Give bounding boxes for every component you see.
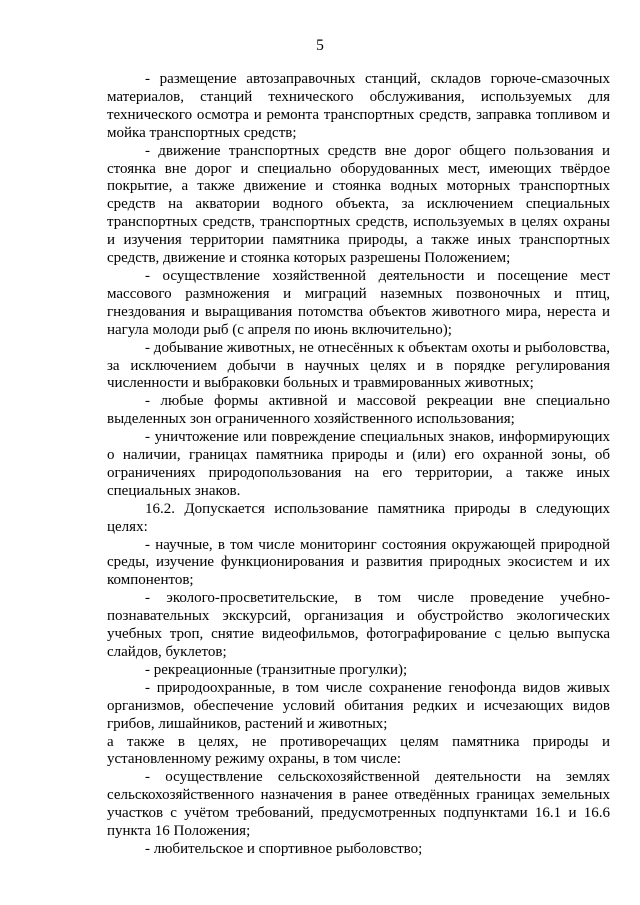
paragraph: - добывание животных, не отнесённых к объектам охоты и рыболовства, за исключением добычи в научных целях и в порядке регулирования численности и выбраковки больных и травмированных животных; <box>107 339 610 392</box>
paragraph: - эколого-просветительские, в том числе проведение учебно-познавательных экскурсий, организация и обустройство экологических учебных троп, снятие видеофильмов, фотографирование с целью выпуска слайдов, буклетов; <box>107 590 610 660</box>
paragraph: а также в целях, не противоречащих целям памятника природы и установленному режиму охраны, в том числе: <box>107 733 610 768</box>
paragraph: - любые формы активной и массовой рекреации вне специально выделенных зон ограниченного хозяйственного использования; <box>107 393 610 428</box>
paragraph: - научные, в том числе мониторинг состояния окружающей природной среды, изучение функционирования и развития природных экосистем и их компонентов; <box>107 536 610 589</box>
paragraph: - движение транспортных средств вне дорог общего пользования и стоянка вне дорог и специально оборудованных мест, имеющих твёрдое покрытие, а также движение и стоянка водных моторных транспортных средств на акватории водного объекта, за исключением специальных транспортных средств, транспортных средств, используемых в целях охраны и изучения территории памятника природы, а также иных транспортных средств, движение и стоянка которых разрешены Положением; <box>107 142 610 267</box>
paragraph: - осуществление сельскохозяйственной деятельности на землях сельскохозяйственного назначения в ранее отведённых границах земельных участков с учётом требований, предусмотренных подпунктами 16.1 и 16.6 пункта 16 Положения; <box>107 769 610 840</box>
paragraph: - осуществление хозяйственной деятельности и посещение мест массового размножения и миграций наземных позвоночных и птиц, гнездования и выращивания потомства объектов животного мира, нереста и нагула молоди рыб (с апреля по июнь включительно); <box>107 267 610 338</box>
paragraph: 16.2. Допускается использование памятника природы в следующих целях: <box>107 500 610 535</box>
page-number: 5 <box>316 37 324 54</box>
paragraph: - уничтожение или повреждение специальных знаков, информирующих о наличии, границах памятника природы и (или) его охранной зоны, об ограничениях природопользования на его территории, а также иных специальных знаков. <box>107 429 610 499</box>
paragraph: - природоохранные, в том числе сохранение генофонда видов живых организмов, обеспечение условий обитания редких и исчезающих видов грибов, лишайников, растений и животных; <box>107 679 610 732</box>
paragraph: - рекреационные (транзитные прогулки); <box>145 661 408 678</box>
paragraph: - любительское и спортивное рыболовство; <box>145 840 423 857</box>
document-body <box>107 71 610 859</box>
paragraph: - размещение автозаправочных станций, складов горюче-смазочных материалов, станций технического обслуживания, используемых для технического осмотра и ремонта транспортных средств, заправка топливом и мойка транспортных средств; <box>107 71 610 141</box>
